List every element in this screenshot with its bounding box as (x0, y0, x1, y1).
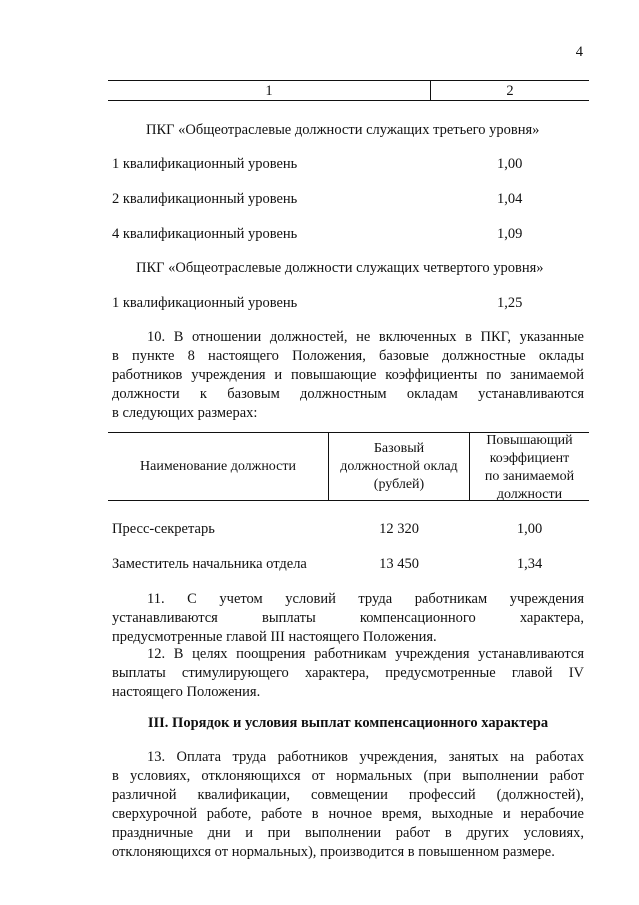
header-line: Базовый (373, 441, 425, 456)
header-line: по занимаемой (484, 469, 575, 484)
paragraph-line: в условиях, отклоняющихся от нормальных (при выполнении работ (112, 768, 584, 784)
header-line: должности (496, 487, 563, 502)
pkg3-row-label: 2 квалификационный уровень (112, 191, 298, 207)
pkg4-row-label: 1 квалификационный уровень (112, 295, 298, 311)
header-position-name: Наименование должности (140, 459, 296, 474)
pkg3-row-value: 1,00 (497, 156, 523, 172)
header-coefficient (470, 432, 589, 504)
paragraph-line: выплаты стимулирующего характера, предусмотренные главой IV (112, 665, 584, 681)
paragraph-line: различной квалификации, совмещении профессий (должностей), (112, 787, 584, 803)
paragraph-line: 12. В целях поощрения работникам учреждения устанавливаются (147, 646, 584, 662)
pkg3-row-value: 1,09 (497, 226, 523, 242)
header-line: должностной оклад (340, 459, 458, 474)
pkg3-title: ПКГ «Общеотраслевые должности служащих третьего уровня» (146, 122, 540, 138)
paragraph-line: настоящего Положения. (112, 684, 261, 700)
pkg4-row-value: 1,25 (497, 295, 523, 311)
cell-coefficient: 1,34 (516, 556, 543, 572)
table-top-border (108, 80, 589, 81)
paragraph-line: 11. С учетом условий труда работникам учреждения (147, 591, 584, 607)
paragraph-line: работников учреждения и повышающие коэффициенты по занимаемой (112, 367, 584, 383)
section-title: III. Порядок и условия выплат компенсационного характера (147, 715, 549, 731)
cell-position-name: Заместитель начальника отдела (112, 556, 307, 572)
cell-coefficient: 1,00 (516, 521, 543, 537)
header-line: коэффициент (489, 451, 570, 466)
paragraph-line: сверхурочной работе, работе в ночное время, выходные и нерабочие (112, 806, 584, 822)
paragraph-line: отклоняющихся от нормальных), производится в повышенном размере. (112, 844, 555, 860)
paragraph-line: праздничные дни и при выполнении работ в других условиях, (112, 825, 584, 841)
cell-base-salary: 12 320 (379, 521, 419, 537)
pkg3-row-label: 4 квалификационный уровень (112, 226, 298, 242)
header-line: (рублей) (373, 477, 425, 492)
page-number: 4 (575, 44, 583, 60)
header-base-salary (329, 440, 469, 494)
paragraph-line: 10. В отношении должностей, не включенных в ПКГ, указанные (147, 329, 584, 345)
paragraph-line: предусмотренные главой III настоящего Положения. (112, 629, 437, 645)
pkg4-title: ПКГ «Общеотраслевые должности служащих четвертого уровня» (136, 260, 544, 276)
pkg3-row-label: 1 квалификационный уровень (112, 156, 298, 172)
cell-base-salary: 13 450 (379, 556, 419, 572)
paragraph-line: 13. Оплата труда работников учреждения, занятых на работах (147, 749, 584, 765)
paragraph-line: в следующих размерах: (112, 405, 258, 421)
column-header-1: 1 (265, 83, 273, 99)
cell-position-name: Пресс-секретарь (112, 521, 215, 537)
paragraph-line: в пункте 8 настоящего Положения, базовые должностные оклады (112, 348, 584, 364)
paragraph-line: устанавливаются выплаты компенсационного характера, (112, 610, 584, 626)
paragraph-line: должности к базовым должностным окладам устанавливаются (112, 386, 584, 402)
header-line: Повышающий (486, 433, 573, 448)
pkg3-row-value: 1,04 (497, 191, 523, 207)
column-header-2: 2 (506, 83, 514, 99)
